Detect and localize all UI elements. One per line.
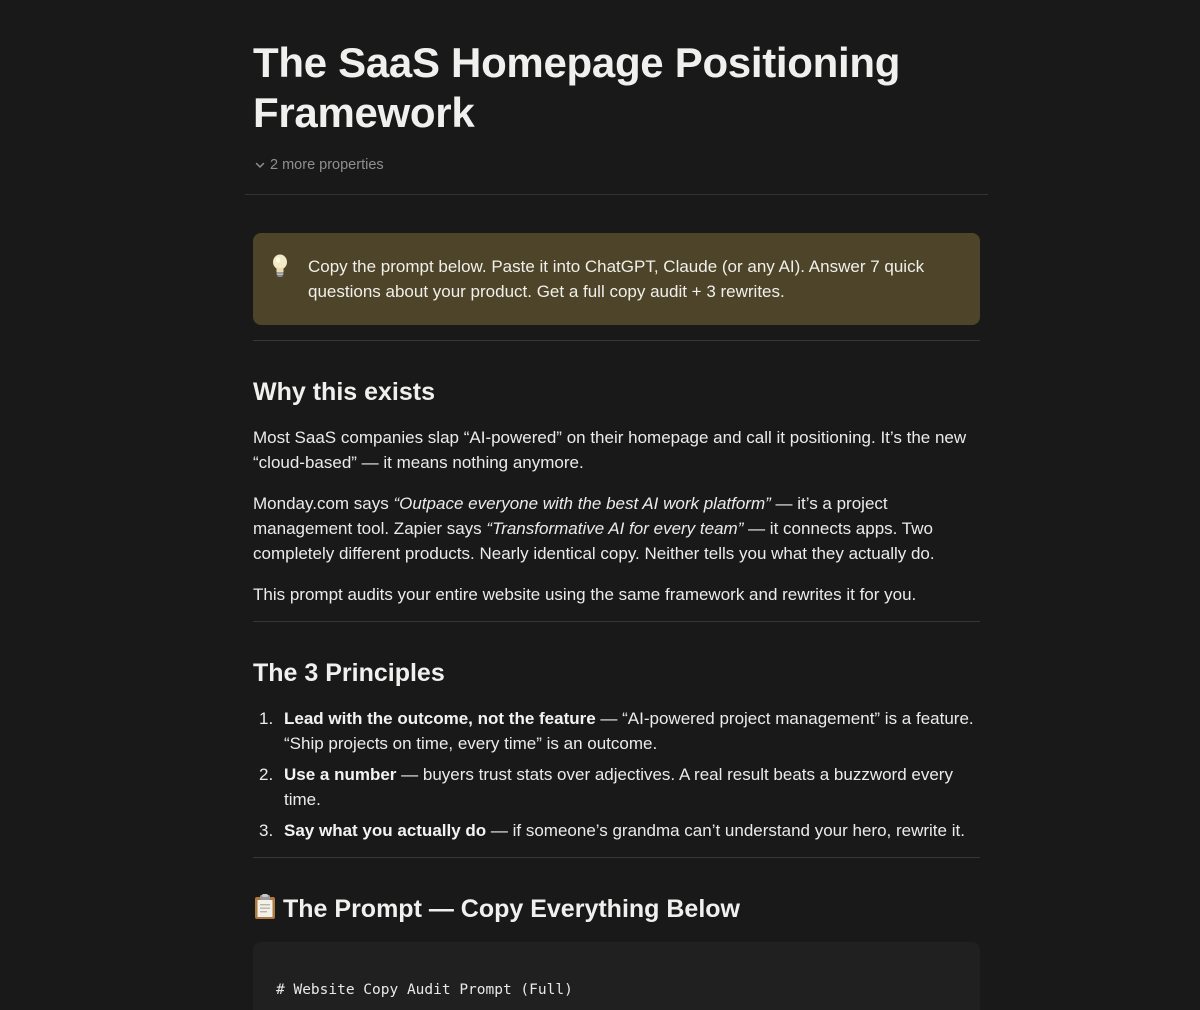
principle-title: Lead with the outcome, not the feature — [284, 709, 596, 728]
list-number: 1. — [259, 709, 274, 728]
principle-title: Use a number — [284, 765, 397, 784]
more-properties-toggle[interactable] — [253, 154, 384, 176]
principle-title: Say what you actually do — [284, 821, 487, 840]
why-paragraph-3: This prompt audits your entire website using the same framework and rewrites it for you. — [253, 585, 917, 604]
more-properties-label: 2 more properties — [270, 157, 384, 173]
chevron-down-icon — [253, 158, 267, 172]
code-line: # Website Copy Audit Prompt (Full) — [276, 982, 573, 998]
divider — [253, 340, 980, 341]
prompt-heading-text: The Prompt — Copy Everything Below — [283, 895, 740, 923]
callout-block[interactable] — [253, 233, 980, 325]
list-item — [253, 818, 980, 843]
why-heading: Why this exists — [253, 378, 435, 406]
zapier-quote: “Transformative AI for every team” — [486, 519, 744, 538]
header-divider — [245, 194, 988, 195]
lightbulb-icon — [269, 253, 291, 279]
why-paragraph-1: Most SaaS companies slap “AI-powered” on their homepage and call it positioning. It’s the new “cloud-based” — it means nothing anymore. — [253, 428, 967, 472]
principle-text: — “AI-powered project management” is a feature. “Ship projects on time, every time” is an outcome. — [284, 709, 974, 753]
list-item — [253, 762, 980, 812]
why-paragraph-2 — [253, 491, 980, 566]
principles-heading: The 3 Principles — [253, 659, 445, 687]
list-number: 2. — [259, 765, 274, 784]
p2-text-a: Monday.com says — [253, 494, 394, 513]
list-number: 3. — [259, 821, 274, 840]
principle-text: — buyers trust stats over adjectives. A real result beats a buzzword every time. — [284, 765, 953, 809]
prompt-heading — [253, 893, 740, 925]
monday-quote: “Outpace everyone with the best AI work platform” — [393, 494, 771, 513]
list-item — [253, 706, 980, 756]
callout-text: Copy the prompt below. Paste it into ChatGPT, Claude (or any AI). Answer 7 quick questions about your product. Get a full copy audit + 3 rewrites. — [308, 257, 925, 301]
p2-text-c: — it’s a project management tool. Zapier says — [253, 494, 888, 538]
page-title[interactable]: The SaaS Homepage Positioning Framework — [253, 39, 901, 136]
p2-text-e: — it connects apps. Two completely different products. Nearly identical copy. Neither tells you what they actually do. — [253, 519, 935, 563]
divider — [253, 857, 980, 858]
divider — [253, 621, 980, 622]
clipboard-icon — [253, 894, 277, 920]
code-block[interactable] — [253, 942, 980, 1010]
principles-list — [253, 706, 980, 849]
principle-text: — if someone’s grandma can’t understand your hero, rewrite it. — [486, 821, 965, 840]
